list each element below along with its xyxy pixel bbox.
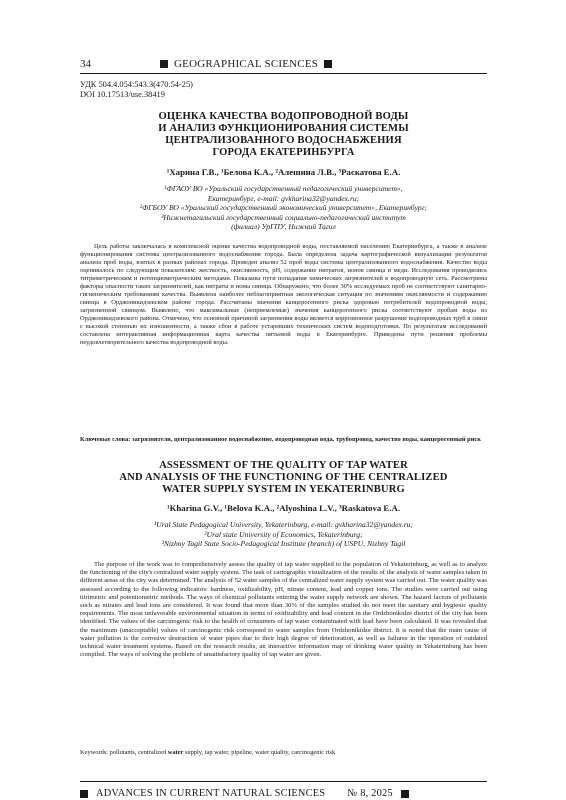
affiliations-ru <box>80 184 487 232</box>
square-bullet-icon <box>80 790 88 798</box>
page-header <box>80 57 487 71</box>
title-en-line: AND ANALYSIS OF THE FUNCTIONING OF THE CENTRALIZED <box>119 472 448 483</box>
affiliation-line: ²Ural state University of Economics, Yekaterinburg; <box>204 529 363 539</box>
running-head <box>160 58 332 70</box>
keywords-ru: Ключевые слова: загрязнители, централизованное водоснабжение, водопроводная вода, трубопровод, качество воды, канцерогенный риск <box>80 436 481 443</box>
issue-number: № 8, 2025 <box>347 788 393 799</box>
keywords-en <box>80 749 487 757</box>
keywords-part: supply, tap water, pipeline, water quality, carcinogenic risk <box>184 749 336 756</box>
title-ru-line: ЦЕНТРАЛИЗОВАННОГО ВОДОСНАБЖЕНИЯ <box>165 135 402 146</box>
affiliation-line: ³Nizhny Tagil State Socio-Pedagogical Institute (branch) of USPU, Nizhny Tagil <box>161 539 406 549</box>
page-footer <box>80 788 487 799</box>
journal-page <box>80 0 487 800</box>
title-en <box>80 460 487 496</box>
abstract-en: The purpose of the work was to comprehensively assess the quality of tap water supplied to the population of Yekaterinburg, as well as to analyze the functioning of the city's centralized water supply system. The task of cartographic visualization of the results of the analysis of water samples taken in different areas of the city was determined. The analysis of 52 water samples of the centralized water supply system was carried out. The water quality was assessed according to the following indicators: hardness, oxidizability, pH, nitrate content, lead and copper ions. The studies were carried out using titrimetric and potentiometric methods. The ways of chemical pollutants entering the water supply network are shown. The hazard factors of pollutants such as nitrates and lead ions are considered. It was found that more than 30% of the samples studied do not meet the sanitary and hygienic quality requirements. The most unfavorable environmental situation in terms of oxidizability and lead content in the Ordzhonikidze district of the city has been identified. The values of the carcinogenic risk to the health of consumers of tap water contaminated with lead have been calculated. It was revealed that the maximum (unacceptable) values of carcinogenic risk correspond to water samples from Ordzhonikidze district. It is noted that the main cause of water pollution is the corrosive destruction of water pipes due to their high degree of deterioration, as well as failures in the operation of outdated technical water treatment systems. Based on the research results, an interactive information map of drinking water quality in Yekaterinburg has been compiled. The ways of solving the problem of unsatisfactory quality of tap water are given. <box>80 561 487 659</box>
keywords-label: Keywords: <box>80 749 109 756</box>
header-rule <box>80 73 487 74</box>
title-ru <box>80 111 487 159</box>
keywords-part: pollutants, centralized <box>109 749 167 756</box>
article-meta <box>80 80 193 101</box>
authors-en: ¹Kharina G.V., ¹Belova K.A., ²Alyoshina L.V., ³Raskatova E.A. <box>166 503 401 513</box>
title-ru-line: ОЦЕНКА КАЧЕСТВА ВОДОПРОВОДНОЙ ВОДЫ <box>158 111 409 122</box>
affiliation-line: ³Нижнетагильский государственный социально-педагогический институт <box>161 212 406 222</box>
authors-ru: ¹Харина Г.В., ¹Белова К.А., ²Алешина Л.В., ³Раскатова Е.А. <box>166 167 401 177</box>
square-bullet-icon <box>160 60 168 68</box>
affiliation-line: (филиал) УрГПУ, Нижний Тагил <box>231 222 336 232</box>
title-ru-line: ГОРОДА ЕКАТЕРИНБУРГА <box>212 147 355 158</box>
title-en-line: ASSESSMENT OF THE QUALITY OF TAP WATER <box>159 460 408 471</box>
page-number: 34 <box>80 58 91 70</box>
affiliation-line: ¹ФГАОУ ВО «Уральский государственный педагогический университет», <box>164 184 403 193</box>
abstract-ru: Цель работы заключалась в комплексной оценке качества водопроводной воды, поставляемой населению Екатеринбурга, а также в анализе функционирования системы централизованного водоснабжения города. Была определена задача картографической визуализации результатов анализа проб воды, взятых в разных районах города. Проведен анализ 52 проб воды системы централизованного водоснабжения. Качество воды оценивалось по следующим показателям: жесткость, окисляемость, рН, содержание нитратов, ионов свинца и меди. Исследования проводились титриметрическим и потенциометрическим методами. Показаны пути попадания химических загрязнителей в водопроводную сеть. Рассмотрены факторы опасности таких загрязнителей, как нитраты и ионы свинца. Обнаружено, что более 30% исследуемых проб не соответствуют санитарно-гигиеническим требованиям качества. Выявлена наиболее неблагоприятная экологическая ситуация по значениям окисляемости и содержанию свинца в Орджоникидзевском районе города. Рассчитаны значения канцерогенного риска здоровью потребителей водопроводной воды, загрязненной свинцом. Выявлено, что максимальные (неприемлемые) значения канцерогенного риска соответствуют пробам воды из Орджоникидзевского района. Отмечено, что основной причиной загрязнения воды является коррозионное разрушение водопроводных труб в связи с высокой степенью их изношенности, а также сбои в работе устаревших технических систем водоподготовки. По результатам исследований составлена интерактивная информационная карта качества питьевой воды в Екатеринбурге. Приведены пути решения проблемы неудовлетворительного качества водопроводной воды. <box>80 243 487 346</box>
square-bullet-icon <box>324 60 332 68</box>
doi: DOI 10.17513/use.38419 <box>80 90 165 100</box>
footer-journal-name: ADVANCES IN CURRENT NATURAL SCIENCES <box>96 788 326 799</box>
keywords-bold-term: water <box>167 749 184 756</box>
title-en-line: WATER SUPPLY SYSTEM IN YEKATERINBURG <box>162 484 405 495</box>
udc-code: УДК 504.4.054:543.3(470.54-25) <box>80 80 193 89</box>
footer-rule <box>80 781 487 782</box>
journal-section-name: GEOGRAPHICAL SCIENCES <box>174 58 319 70</box>
affiliations-en <box>80 520 487 549</box>
square-bullet-icon <box>401 790 409 798</box>
affiliation-line: ¹Ural State Pedagogical University, Yekaterinburg, e-mail: gvkharina32@yandex.ru; <box>153 520 414 529</box>
affiliation-line: Екатеринбург, e-mail: gvkharina32@yandex.ru; <box>207 193 360 203</box>
title-ru-line: И АНАЛИЗ ФУНКЦИОНИРОВАНИЯ СИСТЕМЫ <box>158 123 409 134</box>
affiliation-line: ²ФГБОУ ВО «Уральский государственный экономический университет», Екатеринбург; <box>139 203 428 213</box>
